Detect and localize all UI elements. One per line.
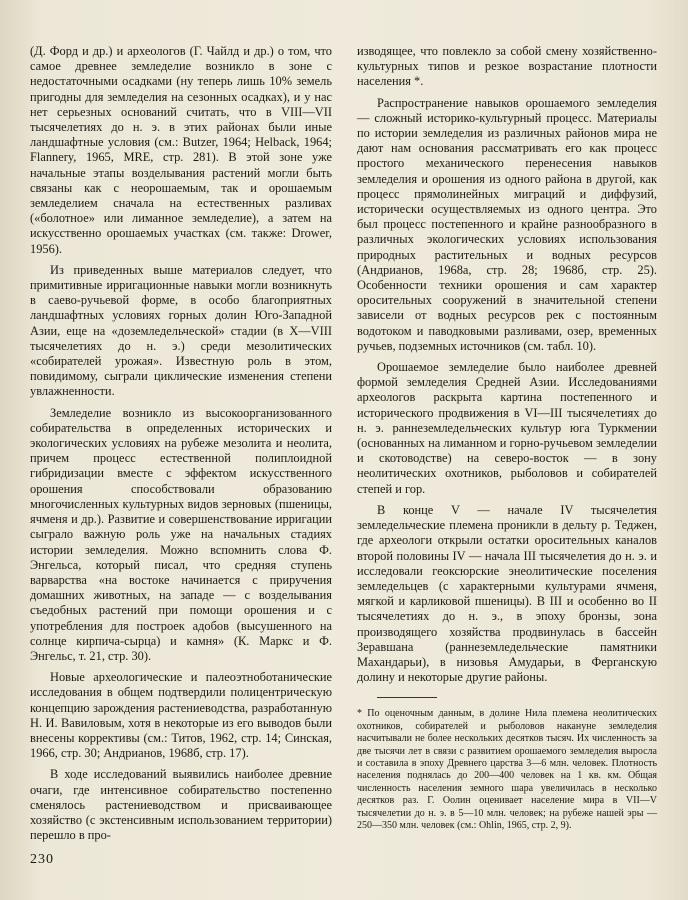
paragraph: Земледелие возникло из высокоорганизованного собирательства в определенных исторических и экологических условиях на рубеже мезолита и неолита, причем процесс естественной полиплоидной гибридизации вместе с эффектом искусственного орошения способствовали образованию многочисленных культурных видов зерновых (пшеницы, ячменя и др.). Развитие и совершенствование ирригации сыграло важную роль уже на начальных стадиях истории земледелия. Можно вспомнить слова Ф. Энгельса, который писал, что средняя ступень варварства «на востоке начинается с приручения домашних животных, на западе — с возделывания съедобных растений при помощи орошения и с употребления для построек адобов (высушенного на солнце кирпича-сырца) и камня» (К. Маркс и Ф. Энгельс, т. 21, стр. 30). — [30, 405, 332, 663]
paragraph: В конце V — начале IV тысячелетия земледельческие племена проникли в дельту р. Теджен, где археологи открыли остатки оросительных каналов второй половины IV — начала III тысячелетия до н. э. и исследовали геоксюрские энеолитические поселения земледельцев (с характерными культурами ячменя, мягкой и карликовой пшеницы). В III и особенно во II тысячелетиях до н. э., в эпоху бронзы, зона производящего хозяйства продвинулась в бассейн Зеравшана (раннеземледельческие памятники Махандарьи), в низовья Амударьи, в Ферганскую долину и некоторые другие районы. — [357, 502, 657, 685]
paragraph: Новые археологические и палеоэтноботанические исследования в общем подтвердили полицентрическую концепцию зарождения растениеводства, разработанную Н. И. Вавиловым, хотя в некоторые из его выводов были внесены коррективы (см.: Титов, 1962, стр. 14; Синская, 1966, стр. 30; Андрианов, 1968б, стр. 17). — [30, 670, 332, 761]
footnote: * По оценочным данным, в долине Нила племена неолитических охотников, собирателей и рыболовов накануне земледелия насчитывали не более нескольких десятков тысяч. Их численность за две тысячи лет в связи с развитием орошаемого земледелия выросла и составила в эпоху Древнего царства 3—6 млн. человек. Плотность населения поднялась до 200—400 человек на 1 кв. км. Общая численность населения земного шара увеличилась в несколько десятков раз. Г. Оолин оценивает население мира в VII—V тысячелетии до н. э. в 5—10 млн. человек; на рубеже нашей эры — 250—350 млн. человек (см.: Ohlin, 1965, стр. 2, 9). — [357, 708, 657, 831]
footnote-divider — [377, 697, 437, 698]
paragraph: В ходе исследований выявились наиболее древние очаги, где интенсивное собирательство постепенно сменялось растениеводством и присваивающее хозяйство (с экстенсивным использованием территории) перешло в про- — [30, 767, 332, 843]
right-column — [357, 44, 657, 838]
paragraph: Орошаемое земледелие было наиболее древней формой земледелия Средней Азии. Исследованиями археологов раскрыта картина постепенного и исторического продвижения в VI—III тысячелетиях до н. э. раннеземледельческих культур юга Туркмении (основанных на лиманном и горно-ручьевом земледелии и скотоводстве) на северо-восток — в зону неолитических охотников, рыболовов и собирателей степей и гор. — [357, 360, 657, 496]
page-number: 230 — [30, 852, 54, 867]
paragraph: Из приведенных выше материалов следует, что примитивные ирригационные навыки могли возникнуть в саево-ручьевой форме, в особо благоприятных ландшафтных условиях горных долин Юго-Западной Азии, еще на «доземледельческой» стадии (в X—VIII тысячелетиях до н. э.) среди мезолитических «собирателей урожая». Известную роль в этом, повидимому, сыграли циклические изменения степени увлажненности. — [30, 262, 332, 399]
left-column — [30, 44, 332, 849]
paragraph: изводящее, что повлекло за собой смену хозяйственно-культурных типов и резкое возрастание плотности населения *. — [357, 44, 657, 89]
paragraph: (Д. Форд и др.) и археологов (Г. Чайлд и др.) о том, что самое древнее земледелие возникло в зоне с недостаточными осадками (ну теперь лишь 10% земель пригодны для земледелия на сезонных осадках), и у нас нет серьезных оснований считать, что в VIII—VII тысячелетиях до н. э. в этих районах были иные ландшафтные условия (см.: Butzer, 1964; Helback, 1964; Flannery, 1965, MRE, стр. 281). В этой зоне уже начальные этапы возделывания растений могли быть связаны как с неорошаемым, так и орошаемым земледелием сначала на естественных разливах («болотное» или лиманное земледелие), а затем на искусственно орошаемых участках (см. также: Drower, 1956). — [30, 44, 332, 256]
paragraph: Распространение навыков орошаемого земледелия — сложный историко-культурный процесс. Материалы по истории земледелия из различных районов мира не дают нам основания рассматривать его как процесс простого механического перенесения навыков земледелия и орошения из одного района в другой, как процесс прямолинейных миграций и диффузий, исторически осуществляемых из одного центра. Это был процесс постепенного и крайне разнообразного в различных экологических условиях использования природных растительных и водных ресурсов (Андрианов, 1968а, стр. 28; 1968б, стр. 25). Особенности техники орошения и сам характер оросительных сооружений в значительной степени зависели от водных ресурсов рек с постоянным водотоком и паводковыми разливами, озер, временных ручьев, подземных источников (см. табл. 10). — [357, 95, 657, 353]
